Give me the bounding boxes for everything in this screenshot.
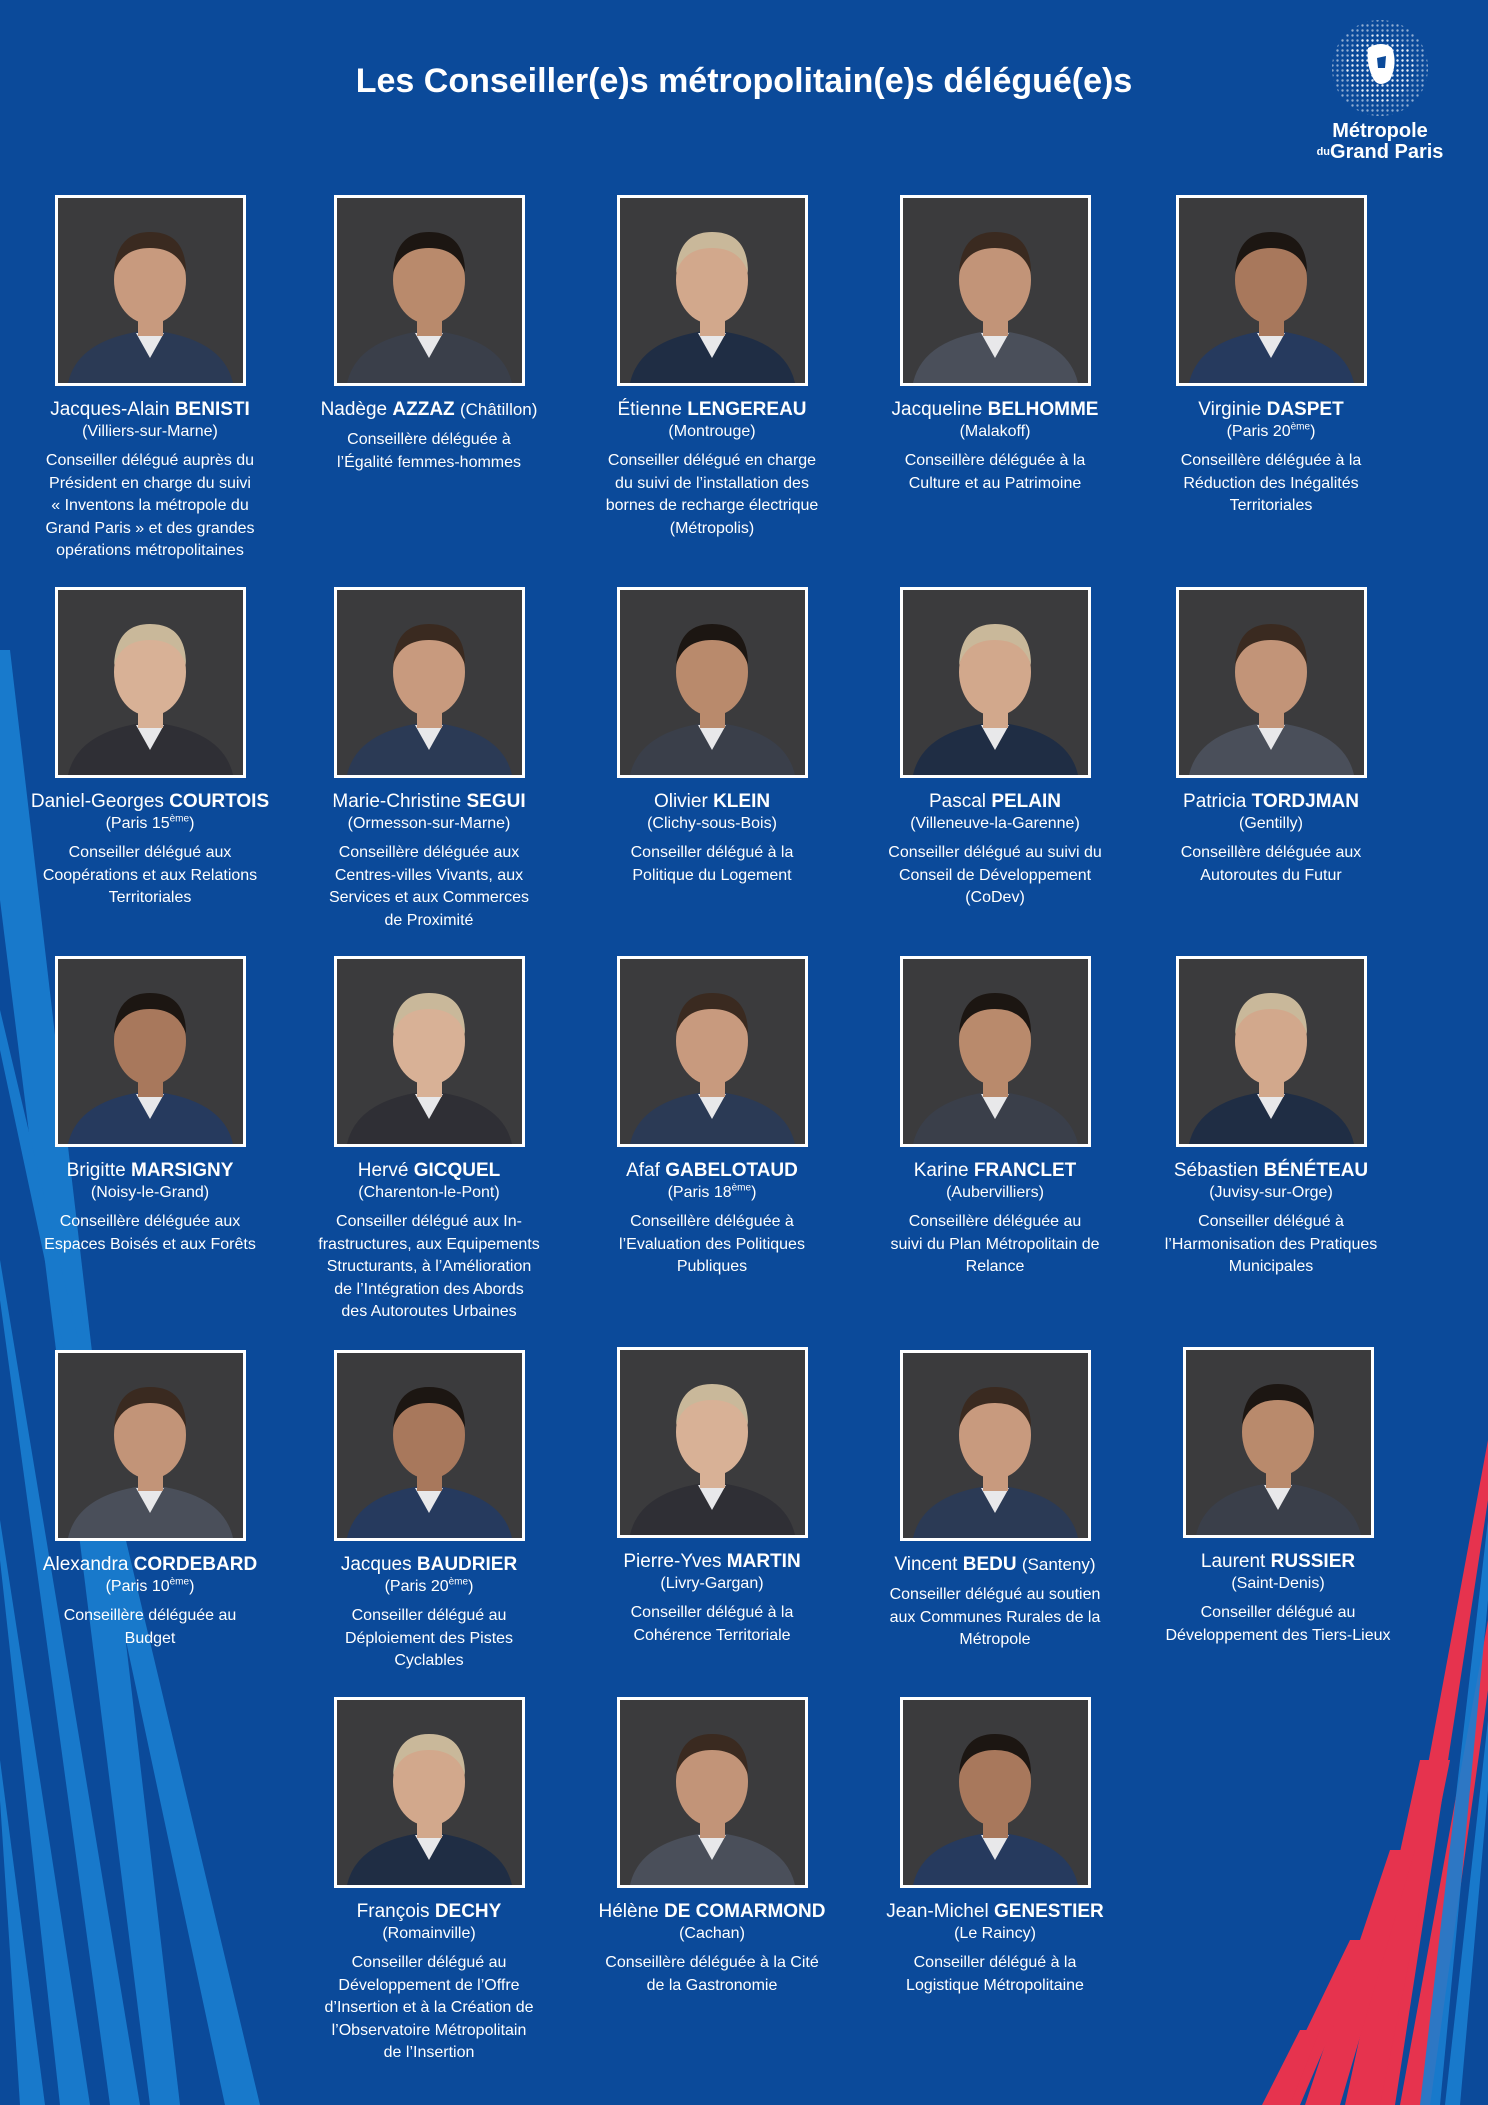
member-card (582, 956, 842, 1279)
portrait-icon (337, 1700, 522, 1885)
member-card (299, 195, 559, 474)
member-role: Conseillère déléguée à la Cité de la Gastronomie (605, 1954, 819, 1994)
member-role: Conseiller délégué au Développement de l’Offre d’Insertion et à la Création de l’Observatoire Métropolitain de l’Insertion (324, 1954, 534, 2061)
member-city: (Livry-Gargan) (660, 1575, 764, 1592)
member-name: Nadège AZZAZ (Châtillon) (320, 399, 538, 420)
member-photo (1183, 1347, 1374, 1538)
member-card (299, 1350, 559, 1673)
member-photo (334, 1697, 525, 1888)
member-role: Conseiller délégué au soutien aux Communes Rurales de la Métropole (889, 1586, 1101, 1648)
member-city: (Paris 20ème) (384, 1576, 474, 1595)
portrait-icon (1179, 198, 1364, 383)
member-card (582, 1697, 842, 1997)
member-city: (Malakoff) (959, 423, 1031, 440)
member-role: Conseillère déléguée à la Culture et au Patrimoine (904, 452, 1086, 492)
portrait-icon (337, 590, 522, 775)
portrait-icon (620, 1350, 805, 1535)
member-city: (Juvisy-sur-Orge) (1209, 1184, 1333, 1201)
member-name: Olivier KLEIN (653, 791, 771, 812)
member-name: Jacques-Alain BENISTI (50, 399, 250, 420)
member-name: Hervé GICQUEL (357, 1160, 501, 1181)
member-city: (Paris 10ème) (105, 1576, 195, 1595)
member-card (20, 587, 280, 910)
member-role: Conseiller délégué auprès du Président en charge du suivi « Inventons la métropole du Grand Paris » et des grandes opérations métropolitaines (45, 452, 255, 559)
portrait-icon (337, 959, 522, 1144)
member-city: (Paris 18ème) (667, 1182, 757, 1201)
member-photo (1176, 195, 1367, 386)
portrait-icon (337, 1353, 522, 1538)
member-name: Sébastien BÉNÉTEAU (1173, 1160, 1369, 1181)
member-name: Laurent RUSSIER (1200, 1551, 1356, 1572)
portrait-icon (1179, 959, 1364, 1144)
member-city: (Gentilly) (1238, 815, 1303, 832)
portrait-icon (903, 590, 1088, 775)
member-photo (334, 1350, 525, 1541)
member-city: (Villiers-sur-Marne) (82, 423, 218, 440)
member-card (20, 195, 280, 563)
member-photo (334, 195, 525, 386)
member-photo (334, 587, 525, 778)
member-city: (Montrouge) (668, 423, 756, 440)
member-photo (55, 1350, 246, 1541)
member-name: Jacqueline BELHOMME (891, 399, 1099, 420)
member-city: (Villeneuve-la-Garenne) (910, 815, 1080, 832)
member-role: Conseillère déléguée au Budget (63, 1607, 237, 1647)
member-city: (Charenton-le-Pont) (358, 1184, 500, 1201)
member-city: (Le Raincy) (954, 1925, 1036, 1942)
member-name: Marie-Christine SEGUI (332, 791, 526, 812)
member-photo (55, 195, 246, 386)
member-card (865, 1697, 1125, 1997)
member-photo (617, 956, 808, 1147)
member-card (1141, 587, 1401, 887)
portrait-icon (620, 1700, 805, 1885)
portrait-icon (337, 198, 522, 383)
member-role: Conseiller délégué à la Cohérence Territoriale (630, 1604, 794, 1644)
member-card (865, 1350, 1125, 1652)
member-name: Pierre-Yves MARTIN (623, 1551, 801, 1572)
member-name: Patricia TORDJMAN (1183, 791, 1359, 812)
member-role: Conseillère déléguée au suivi du Plan Métropolitain de Relance (890, 1213, 1100, 1275)
portrait-icon (1179, 590, 1364, 775)
page-title: Les Conseiller(e)s métropolitain(e)s délégué(e)s (355, 62, 1133, 100)
member-role: Conseiller délégué à la Politique du Logement (630, 844, 794, 884)
member-photo (617, 1347, 808, 1538)
member-card (299, 956, 559, 1324)
member-role: Conseillère déléguée aux Espaces Boisés et aux Forêts (44, 1213, 256, 1253)
logo: Métropole $^{du}$Grand Paris (1310, 18, 1450, 168)
member-city: (Saint-Denis) (1231, 1575, 1325, 1592)
member-role: Conseiller délégué au Développement des Tiers-Lieux (1165, 1604, 1391, 1644)
member-role: Conseiller délégué à la Logistique Métropolitaine (906, 1954, 1084, 1994)
member-card (582, 195, 842, 540)
portrait-icon (620, 959, 805, 1144)
member-role: Conseillère déléguée à la Réduction des Inégalités Territoriales (1180, 452, 1362, 514)
metropole-logo-icon (1330, 18, 1430, 118)
portrait-icon (58, 959, 243, 1144)
member-card (582, 587, 842, 887)
member-role: Conseiller délégué au suivi du Conseil de Développement (CoDev) (888, 844, 1102, 906)
member-photo (900, 587, 1091, 778)
member-city: (Romainville) (382, 1925, 476, 1942)
portrait-icon (58, 198, 243, 383)
member-name: Afaf GABELOTAUD (626, 1160, 798, 1181)
member-city: (Noisy-le-Grand) (90, 1184, 210, 1201)
portrait-icon (903, 198, 1088, 383)
member-card (1141, 956, 1401, 1279)
member-role: Conseiller délégué à l’Harmonisation des Pratiques Municipales (1164, 1213, 1378, 1275)
member-name: Brigitte MARSIGNY (66, 1160, 234, 1181)
member-photo (617, 587, 808, 778)
member-role: Conseillère déléguée à l’Égalité femmes-hommes (336, 431, 522, 471)
member-photo (1176, 956, 1367, 1147)
member-role: Conseillère déléguée à l’Evaluation des Politiques Publiques (619, 1213, 805, 1275)
portrait-icon (58, 590, 243, 775)
member-name: Alexandra CORDEBARD (42, 1554, 258, 1575)
member-role: Conseiller délégué en charge du suivi de l’installation des bornes de recharge électrique (Métropolis) (605, 452, 819, 537)
member-name: Virginie DASPET (1198, 399, 1344, 420)
member-name: Étienne LENGEREAU (617, 399, 807, 420)
member-card (865, 587, 1125, 910)
member-name: Jacques BAUDRIER (340, 1554, 518, 1575)
member-card (299, 1697, 559, 2065)
member-city: (Paris 15ème) (105, 813, 195, 832)
member-role: Conseiller délégué au Déploiement des Pistes Cyclables (344, 1607, 514, 1669)
member-name: Karine FRANCLET (913, 1160, 1077, 1181)
member-photo (900, 956, 1091, 1147)
member-role: Conseiller délégué aux In- frastructures, aux Equipements Structurants, à l’Amélioration de l’Intégration des Abords des Autoroutes Urbaines (318, 1213, 540, 1320)
portrait-icon (620, 590, 805, 775)
member-card (1141, 195, 1401, 518)
member-card (20, 956, 280, 1256)
portrait-icon (1186, 1350, 1371, 1535)
portrait-icon (58, 1353, 243, 1538)
member-city: (Paris 20ème) (1226, 421, 1316, 440)
member-name: François DECHY (356, 1901, 502, 1922)
member-city: (Aubervilliers) (946, 1184, 1044, 1201)
member-photo (617, 1697, 808, 1888)
member-card (20, 1350, 280, 1650)
portrait-icon (620, 198, 805, 383)
portrait-icon (903, 1353, 1088, 1538)
member-city: (Cachan) (679, 1925, 745, 1942)
member-card (582, 1347, 842, 1647)
member-name: Daniel-Georges COURTOIS (30, 791, 270, 812)
member-role: Conseillère déléguée aux Centres-villes Vivants, aux Services et aux Commerces de Proximité (328, 844, 530, 929)
member-card (865, 956, 1125, 1279)
member-photo (55, 587, 246, 778)
member-city: (Clichy-sous-Bois) (647, 815, 777, 832)
member-card (299, 587, 559, 932)
member-name: Jean-Michel GENESTIER (886, 1901, 1104, 1922)
member-photo (900, 1697, 1091, 1888)
member-photo (617, 195, 808, 386)
member-name: Pascal PELAIN (929, 791, 1061, 812)
member-name: Vincent BEDU (Santeny) (894, 1554, 1096, 1575)
member-city: (Ormesson-sur-Marne) (347, 815, 511, 832)
member-role: Conseiller délégué aux Coopérations et aux Relations Territoriales (42, 844, 258, 906)
portrait-icon (903, 1700, 1088, 1885)
member-card (865, 195, 1125, 495)
member-photo (900, 1350, 1091, 1541)
member-photo (55, 956, 246, 1147)
member-photo (1176, 587, 1367, 778)
member-photo (900, 195, 1091, 386)
member-name: Hélène DE COMARMOND (598, 1901, 826, 1922)
member-role: Conseillère déléguée aux Autoroutes du Futur (1180, 844, 1362, 884)
member-card (1148, 1347, 1408, 1647)
member-photo (334, 956, 525, 1147)
portrait-icon (903, 959, 1088, 1144)
